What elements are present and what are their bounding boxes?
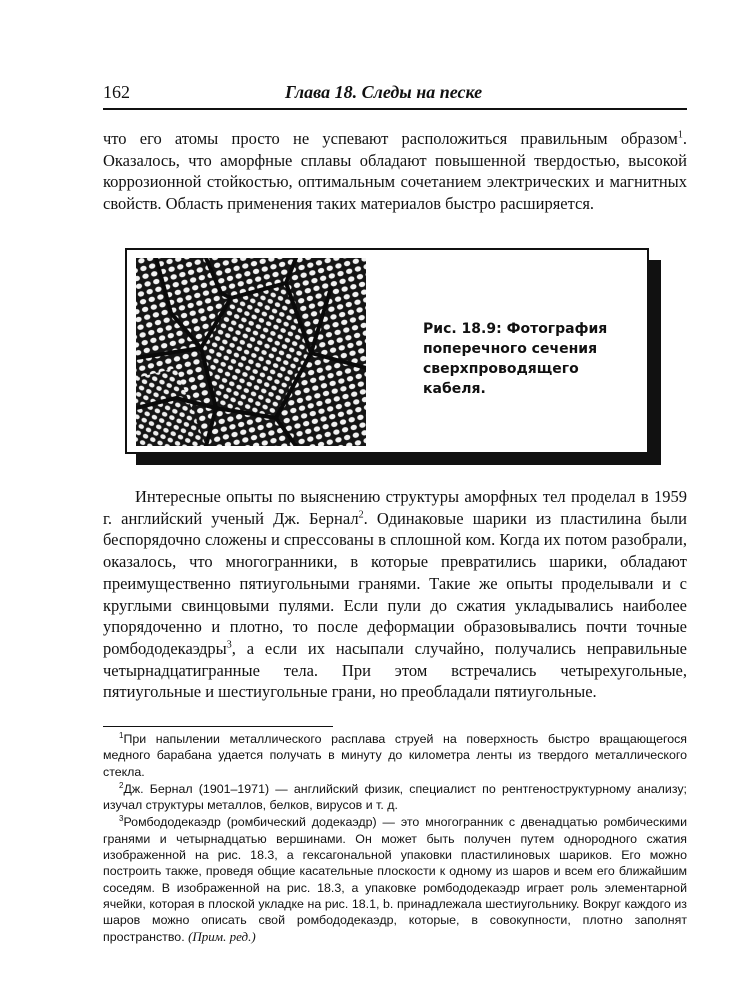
page-number: 162 [103, 82, 130, 102]
footnote-1 [103, 731, 687, 780]
footnote-ref-1[interactable]: 1 [677, 129, 683, 141]
footnote-mark-3: 3 [119, 814, 124, 824]
footnote-3 [103, 814, 687, 944]
footnote-1-text: При напылении металлического расплава струей на поверхность быстро вращающегося медного барабана удается получать в минуту до километра ленты из твердого металлического стекла. [103, 732, 687, 779]
figure-caption: Рис. 18.9: Фотография поперечного сечения сверхпроводящего кабеля. [423, 321, 608, 397]
chapter-title: Глава 18. Следы на песке [285, 82, 483, 102]
footnote-2 [103, 781, 687, 814]
footnote-mark-2: 2 [119, 780, 124, 790]
paragraph-2-part-2: . Одинаковые шарики из пластилина были беспорядочно сложены и спрессованы в сплошной ком. Когда их потом разобрали, оказалось, что многогранники, в которые превратились шарики, обладают преимущественно пятиугольными гранями. Такие же опыты проделывали и с круглыми свинцовыми пулями. Если пули до сжатия укладывались наиболее упорядоченно и плотно, то после деформации образовывались почти точные ромбододекаэдры [103, 508, 687, 658]
cable-cross-section-photo [136, 258, 366, 446]
footnotes [103, 731, 687, 946]
footnote-separator [103, 726, 333, 727]
footnote-ref-3[interactable]: 3 [226, 639, 232, 651]
footnote-mark-1: 1 [119, 730, 124, 740]
figure-18-9 [125, 248, 649, 454]
running-header [103, 80, 687, 110]
header-rule [103, 108, 687, 110]
paragraph-1-text-before: что его атомы просто не успевают расположиться правильным образом [103, 129, 678, 148]
footnote-ref-2[interactable]: 2 [358, 509, 364, 521]
footnote-3-text: Ромбододекаэдр (ромбический додекаэдр) — это многогранник с двенадцатью ромбическими гранями и четырнадцатью вершинами. Он может быть получен путем однородного сжатия изображенной на рис. 18.3, а гексагональной упаковки пластилиновых шариков. Его можно построить также, проведя общие касательные плоскости к одному из шаров и всем его ближайшим соседям. В изображенной на рис. 18.3, а упаковке ромбододекаэдр играет роль элементарной ячейки, которая в плоской укладке на рис. 18.1, b. принадлежала шестиугольнику. Вокруг каждого из шаров можно описать свой ромбододекаэдр, которые, в совокупности, плотно заполнят пространство. [103, 815, 687, 944]
paragraph-2-part-3: , а если их насыпали случайно, получались неправильные четырнадцатигранные тела. При этом встречались четырехугольные, пятиугольные и шестиугольные грани, но преобладали пятиугольные. [103, 638, 687, 702]
paragraph-2 [103, 486, 687, 703]
paragraph-2-part-1: Интересные опыты по выяснению структуры аморфных тел проделал в 1959 г. английский ученый Дж. Бернал [103, 487, 687, 528]
paragraph-1-text-after: . Оказалось, что аморфные сплавы обладают повышенной твердостью, высокой коррозионной стойкостью, оптимальным сочетанием электрических и магнитных свойств. Область применения таких материалов быстро расширяется. [103, 129, 687, 214]
editor-note: (Прим. ред.) [188, 928, 256, 944]
footnote-2-text: Дж. Бернал (1901–1971) — английский физик, специалист по рентгеноструктурному анализу; изучал структуры металлов, белков, вирусов и т. д. [103, 781, 687, 813]
paragraph-1 [103, 128, 687, 215]
